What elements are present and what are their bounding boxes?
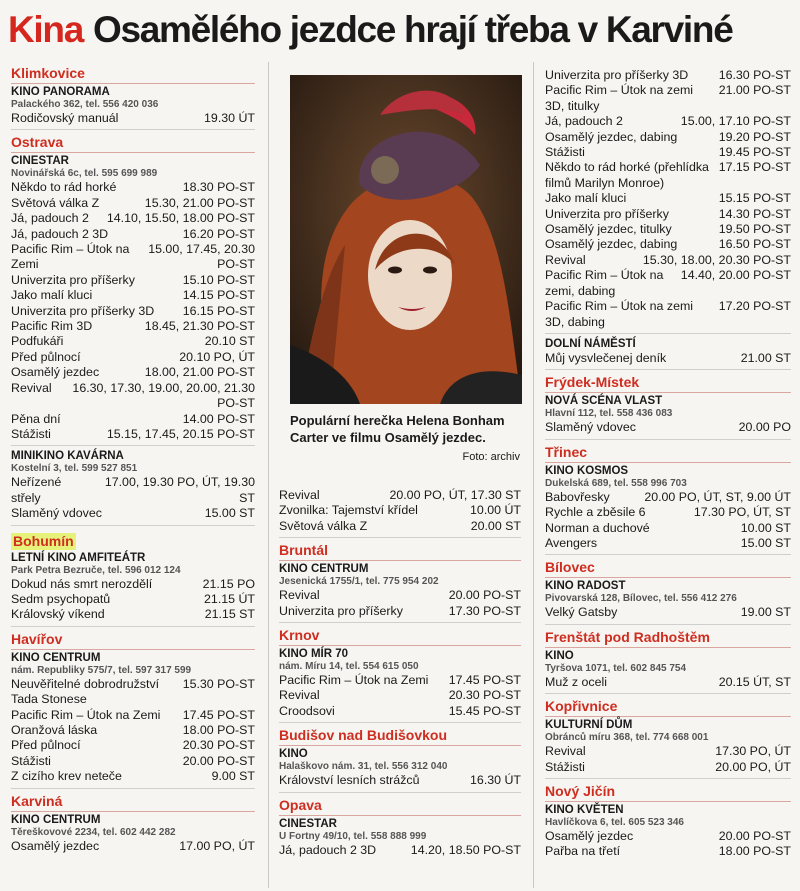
showtime-row: [279, 588, 521, 603]
showtime-row: [11, 242, 255, 273]
city-heading-wrap: [11, 134, 255, 153]
listings-column-3: [545, 68, 791, 860]
venue-name: KINO KOSMOS: [545, 464, 629, 477]
showtime: 14.00 PO-ST: [182, 411, 255, 426]
showtime: 15.30 PO-ST: [182, 676, 255, 691]
film-title: Pařba na třetí: [545, 844, 621, 859]
showtime-row: [279, 688, 521, 703]
divider: [11, 129, 255, 130]
showtime-row: [11, 754, 255, 769]
film-title: Pacific Rim – Útok na Zemi: [11, 707, 161, 722]
showtime-row: [11, 334, 255, 349]
showtime-row: [545, 237, 791, 252]
showtime-row: [11, 211, 255, 226]
showtime-row: [545, 744, 791, 759]
city-heading-wrap: [11, 793, 255, 812]
showtime: 17.20 PO-ST: [718, 299, 791, 314]
city-heading-wrap: [279, 542, 521, 561]
city-heading: Třinec: [545, 444, 791, 463]
divider: [545, 369, 791, 370]
film-title: Slaměný vdovec: [11, 506, 102, 521]
showtime-row: [11, 196, 255, 211]
venue-address: nám. Míru 14, tel. 554 615 050: [279, 661, 419, 673]
column-divider: [268, 62, 269, 888]
venue-name: KINO: [545, 649, 574, 662]
showtime: 14.10, 15.50, 18.00 PO-ST: [106, 211, 255, 226]
showtime: 21.00 ST: [740, 350, 791, 365]
film-title: Babovřesky: [545, 489, 610, 504]
venue-name: MINIKINO KAVÁRNA: [11, 450, 124, 463]
showtime: 15.00, 17.45, 20.30 PO-ST: [148, 242, 255, 272]
city-heading: Nový Jičín: [545, 783, 791, 802]
showtime-row: [11, 412, 255, 427]
film-title: Velký Gatsby: [545, 605, 618, 620]
showtime-row: [11, 319, 255, 334]
venue-name: CINESTAR: [11, 155, 69, 168]
film-title: Revival: [279, 588, 320, 603]
city-heading: Ostrava: [11, 134, 255, 153]
venue-name: NOVÁ SCÉNA VLAST: [545, 395, 663, 408]
venue-address: Hlavní 112, tel. 558 436 083: [545, 408, 673, 420]
showtime-row: [545, 490, 791, 505]
showtime-row: [11, 365, 255, 380]
venue-address: Novinářská 6c, tel. 595 699 989: [11, 168, 158, 180]
showtime-row: [545, 829, 791, 844]
city-heading: Opava: [279, 797, 521, 816]
headline: [8, 6, 798, 56]
divider: [279, 622, 521, 623]
showtime-row: [545, 299, 791, 330]
venue-address: U Fortny 49/10, tel. 558 888 999: [279, 830, 427, 842]
city-heading: Krnov: [279, 627, 521, 646]
film-title: Já, padouch 2: [545, 114, 623, 129]
film-title: Oranžová láska: [11, 722, 98, 737]
city-heading: Bohumín: [13, 532, 74, 549]
showtime: 16.20 PO-ST: [182, 226, 255, 241]
city-heading-wrap: [545, 629, 791, 648]
showtime-row: [545, 253, 791, 268]
film-title: Království lesních strážců: [279, 773, 420, 788]
film-title: Královský víkend: [11, 607, 105, 622]
showtime: 19.30 ÚT: [204, 111, 255, 125]
film-title: Revival: [545, 252, 586, 267]
showtime: 19.45 PO-ST: [718, 145, 791, 160]
city-heading-wrap: [279, 727, 521, 746]
showtime: 15.30, 18.00, 20.30 PO-ST: [642, 252, 791, 267]
film-title: Osamělý jezdec: [545, 828, 634, 843]
showtime: 9.00 ST: [211, 769, 255, 784]
showtime: 16.30 ÚT: [470, 773, 521, 788]
film-title: Revival: [279, 488, 320, 502]
film-title: Univerzita pro příšerky: [279, 603, 403, 618]
showtime: 15.10 PO-ST: [182, 272, 255, 287]
film-title: Já, padouch 2 3D: [11, 226, 109, 241]
city-heading-wrap: [545, 559, 791, 578]
showtime-row: [545, 351, 791, 366]
venue-address: Tyršova 1071, tel. 602 845 754: [545, 662, 687, 674]
divider: [11, 525, 255, 526]
venue-address: Jesenická 1755/1, tel. 775 954 202: [279, 576, 439, 588]
showtime: 15.00 ST: [204, 506, 255, 521]
photo-caption: [290, 412, 520, 466]
showtime-row: [545, 145, 791, 160]
divider: [11, 445, 255, 446]
divider: [545, 554, 791, 555]
showtime: 16.30, 17.30, 19.00, 20.00, 21.30 PO-ST: [72, 380, 255, 411]
divider: [545, 333, 791, 334]
venue-name: KINO: [279, 748, 308, 761]
venue-address: nám. Republiky 575/7, tel. 597 317 599: [11, 664, 192, 676]
film-title: Já, padouch 2: [11, 211, 89, 226]
showtime: 20.00 PO-ST: [448, 588, 521, 603]
caption-text: Populární herečka Helena Bonham Carter ve filmu Osamělý jezdec.: [290, 413, 505, 445]
showtime-row: [11, 180, 255, 195]
divider: [11, 788, 255, 789]
showtime-row: [11, 577, 255, 592]
showtime-row: [11, 381, 255, 412]
film-title: Osamělý jezdec: [11, 365, 100, 380]
showtime: 17.00, 19.30 PO, ÚT, 19.30 ST: [104, 475, 255, 505]
showtime-row: [545, 536, 791, 551]
showtime-row: [545, 68, 791, 83]
showtime: 17.30 PO, ÚT, ST: [693, 505, 791, 520]
film-title: Univerzita pro příšerky: [11, 272, 135, 287]
showtime-row: [11, 427, 255, 442]
divider: [279, 537, 521, 538]
divider: [11, 626, 255, 627]
showtime: 21.15 ÚT: [204, 591, 255, 606]
film-title: Univerzita pro příšerky: [545, 206, 669, 221]
film-title: Stážisti: [11, 426, 51, 441]
film-title: Sedm psychopatů: [11, 591, 111, 606]
headline-title: Osamělého jezdce hrají třeba v Karviné: [92, 9, 733, 50]
venue-name: KULTURNÍ DŮM: [545, 719, 633, 732]
venue-address: Park Petra Bezruče, tel. 596 012 124: [11, 564, 181, 576]
showtime: 20.30 PO-ST: [448, 688, 521, 703]
showtime: 14.40, 20.00 PO-ST: [680, 268, 791, 283]
film-title: Revival: [279, 688, 320, 703]
film-title: Muž z oceli: [545, 674, 607, 689]
film-title: Já, padouch 2 3D: [279, 842, 377, 857]
city-heading-wrap: [545, 698, 791, 717]
film-title: Pacific Rim 3D: [11, 319, 93, 334]
photo-illustration: [290, 75, 522, 404]
showtime: 16.15 PO-ST: [182, 303, 255, 318]
film-title: Pacific Rim – Útok na Zemi: [279, 673, 429, 688]
venue-name: KINO MÍR 70: [279, 648, 349, 661]
showtime-row: [11, 350, 255, 365]
showtime: 14.30 PO-ST: [718, 206, 791, 221]
film-title: Slaměný vdovec: [545, 420, 636, 435]
film-title: Pacific Rim – Útok na zemi 3D, dabing: [545, 299, 694, 329]
venue-name: KINO CENTRUM: [11, 651, 101, 664]
showtime-row: [11, 273, 255, 288]
divider: [545, 778, 791, 779]
film-title: Stážisti: [545, 145, 585, 160]
showtime-row: [545, 191, 791, 206]
showtime: 16.30 PO-ST: [718, 68, 791, 82]
film-title: Pacific Rim – Útok na Zemi: [11, 242, 130, 272]
venue-name: KINO CENTRUM: [279, 563, 369, 576]
film-title: Před půlnocí: [11, 738, 81, 753]
city-heading: Frenštát pod Radhoštěm: [545, 629, 791, 648]
film-title: Revival: [545, 744, 586, 759]
film-title: Pacific Rim – Útok na zemi, dabing: [545, 268, 664, 298]
showtime: 20.30 PO-ST: [182, 738, 255, 753]
showtime: 20.00 PO, ÚT, ST, 9.00 ÚT: [644, 489, 791, 504]
city-heading-wrap: [11, 65, 255, 84]
showtime: 15.15, 17.45, 20.15 PO-ST: [106, 426, 255, 441]
showtime: 20.10 PO, ÚT: [179, 349, 255, 364]
showtime-row: [11, 708, 255, 723]
film-title: Jako malí kluci: [545, 191, 627, 206]
showtime: 10.00 ST: [740, 520, 791, 535]
showtime-row: [545, 521, 791, 536]
venue-address: Palackého 362, tel. 556 420 036: [11, 99, 159, 110]
showtime: 17.15 PO-ST: [718, 160, 791, 175]
showtime: 20.10 ST: [204, 334, 255, 349]
showtime-row: [545, 505, 791, 520]
film-title: Pěna dní: [11, 411, 61, 426]
film-title: Dokud nás smrt nerozdělí: [11, 576, 153, 591]
city-heading: Bruntál: [279, 542, 521, 561]
city-heading: Karviná: [11, 793, 255, 812]
film-title: Norman a duchové: [545, 520, 650, 535]
venue-address: Havlíčkova 6, tel. 605 523 346: [545, 816, 684, 828]
city-heading: Havířov: [11, 631, 255, 650]
divider: [545, 693, 791, 694]
photo-credit: Foto: archiv: [462, 451, 520, 463]
city-heading-wrap: [11, 530, 255, 552]
divider: [545, 624, 791, 625]
showtime-row: [11, 506, 255, 521]
showtime-row: [545, 844, 791, 859]
showtime: 20.00 PO, ÚT, 17.30 ST: [389, 488, 521, 502]
venue-name: LETNÍ KINO AMFITEÁTR: [11, 551, 146, 564]
showtime: 20.00 PO-ST: [182, 753, 255, 768]
showtime-row: [545, 130, 791, 145]
film-title: Osamělý jezdec: [11, 838, 100, 853]
showtime: 19.20 PO-ST: [718, 129, 791, 144]
divider: [545, 439, 791, 440]
film-title: Stážisti: [545, 759, 585, 774]
showtime: 14.20, 18.50 PO-ST: [410, 842, 521, 857]
showtime-row: [545, 83, 791, 114]
film-title: Revival: [11, 380, 52, 395]
film-title: Někdo to rád horké (přehlídka filmů Marilyn Monroe): [545, 160, 709, 190]
showtime-row: [11, 723, 255, 738]
venue-name: CINESTAR: [279, 817, 337, 830]
film-title: Neřízené střely: [11, 475, 62, 505]
venue-address: Pivovarská 128, Bílovec, tel. 556 412 276: [545, 593, 737, 605]
showtime: 18.00, 21.00 PO-ST: [144, 365, 255, 380]
city-heading-wrap: [545, 374, 791, 393]
film-title: Osamělý jezdec, dabing: [545, 237, 678, 252]
showtime-row: [11, 227, 255, 242]
film-title: Můj vysvlečenej deník: [545, 350, 667, 365]
showtime-row: [545, 160, 791, 191]
showtime: 20.00 ST: [470, 518, 521, 533]
showtime: 15.45 PO-ST: [448, 703, 521, 718]
showtime-row: [545, 605, 791, 620]
showtime-row: [545, 420, 791, 435]
showtime: 20.15 ÚT, ST: [718, 674, 791, 689]
divider: [279, 722, 521, 723]
showtime-row: [11, 592, 255, 607]
showtime: 17.00 PO, ÚT: [179, 838, 255, 853]
showtime-row: [279, 604, 521, 619]
showtime-row: [279, 773, 521, 788]
venue-address: Obránců míru 368, tel. 774 668 001: [545, 732, 709, 744]
showtime: 15.00 ST: [740, 535, 791, 550]
showtime-row: [11, 475, 255, 506]
city-heading-wrap: [11, 631, 255, 650]
showtime-row: [279, 673, 521, 688]
city-heading: Kopřivnice: [545, 698, 791, 717]
city-heading-wrap: [279, 627, 521, 646]
film-title: Někdo to rád horké: [11, 180, 117, 195]
film-title: Osamělý jezdec, titulky: [545, 222, 672, 237]
showtime: 17.30 PO-ST: [448, 603, 521, 618]
showtime: 19.00 ST: [740, 605, 791, 620]
showtime: 18.00 PO-ST: [182, 722, 255, 737]
film-title: Z cizího krev neteče: [11, 769, 122, 784]
showtime-row: [545, 268, 791, 299]
film-title: Univerzita pro příšerky 3D: [545, 68, 689, 82]
film-title: Rodičovský manuál: [11, 111, 119, 125]
showtime: 21.00 PO-ST: [718, 83, 791, 98]
listings-column-2: [279, 488, 521, 858]
showtime: 18.00 PO-ST: [718, 844, 791, 859]
showtime-row: [279, 488, 521, 503]
showtime: 16.50 PO-ST: [718, 237, 791, 252]
showtime: 14.15 PO-ST: [182, 288, 255, 303]
film-title: Croodsovi: [279, 703, 335, 718]
showtime-row: [11, 288, 255, 303]
showtime: 21.15 ST: [204, 607, 255, 622]
film-title: Podfukáři: [11, 334, 64, 349]
photo-helena-bonham-carter: [290, 75, 522, 404]
city-heading-wrap: [279, 797, 521, 816]
showtime-row: [545, 675, 791, 690]
venue-name: DOLNÍ NÁMĚSTÍ: [545, 337, 636, 350]
venue-name: KINO RADOST: [545, 580, 626, 593]
showtime-row: [545, 207, 791, 222]
film-title: Pacific Rim – Útok na zemi 3D, titulky: [545, 83, 694, 113]
showtime: 10.00 ÚT: [470, 503, 521, 518]
film-title: Rychle a zběsile 6: [545, 505, 646, 520]
city-heading: Klimkovice: [11, 65, 255, 84]
divider: [279, 792, 521, 793]
showtime-row: [11, 111, 255, 126]
city-heading: Frýdek-Místek: [545, 374, 791, 393]
film-title: Před půlnocí: [11, 349, 81, 364]
venue-address: Dukelská 689, tel. 558 996 703: [545, 477, 687, 489]
showtime: 20.00 PO-ST: [718, 828, 791, 843]
showtime-row: [11, 769, 255, 784]
showtime-row: [11, 304, 255, 319]
showtime: 15.15 PO-ST: [718, 191, 791, 206]
showtime: 17.30 PO, ÚT: [715, 744, 791, 759]
city-heading-wrap: [545, 444, 791, 463]
showtime: 21.15 PO: [202, 576, 255, 591]
showtime: 15.00, 17.10 PO-ST: [680, 114, 791, 129]
film-title: Světová válka Z: [11, 195, 100, 210]
film-title: Stážisti: [11, 753, 51, 768]
film-title: Univerzita pro příšerky 3D: [11, 303, 155, 318]
showtime-row: [545, 760, 791, 775]
film-title: Zvonilka: Tajemství křídel: [279, 503, 418, 518]
showtime: 17.45 PO-ST: [448, 673, 521, 688]
film-title: Neuvěřitelné dobrodružství Tada Stonese: [11, 676, 160, 707]
showtime: 17.45 PO-ST: [182, 707, 255, 722]
city-heading-wrap: [545, 783, 791, 802]
column-divider: [533, 62, 534, 888]
city-heading: Budišov nad Budišovkou: [279, 727, 521, 746]
showtime-row: [545, 222, 791, 237]
venue-address: Těreškovové 2234, tel. 602 442 282: [11, 826, 176, 838]
showtime-row: [279, 503, 521, 518]
film-title: Světová válka Z: [279, 518, 368, 533]
showtime: 15.30, 21.00 PO-ST: [144, 195, 255, 210]
venue-name: KINO PANORAMA: [11, 86, 110, 98]
showtime: 18.30 PO-ST: [182, 180, 255, 195]
showtime: 19.50 PO-ST: [718, 222, 791, 237]
venue-name: KINO KVĚTEN: [545, 803, 624, 816]
film-title: Jako malí kluci: [11, 288, 93, 303]
headline-kicker: Kina: [8, 9, 83, 50]
showtime: 18.45, 21.30 PO-ST: [144, 319, 255, 334]
listings-column-1: [11, 62, 255, 854]
showtime-row: [11, 607, 255, 622]
showtime-row: [279, 519, 521, 534]
venue-name: KINO CENTRUM: [11, 813, 101, 826]
film-title: Osamělý jezdec, dabing: [545, 129, 678, 144]
venue-address: Kostelní 3, tel. 599 527 851: [11, 463, 138, 475]
showtime-row: [545, 114, 791, 129]
showtime-row: [279, 843, 521, 858]
showtime: 20.00 PO: [738, 420, 791, 435]
showtime-row: [11, 839, 255, 854]
showtime-row: [11, 677, 255, 708]
showtime-row: [279, 704, 521, 719]
venue-address: Halaškovo nám. 31, tel. 556 312 040: [279, 761, 448, 773]
film-title: Avengers: [545, 535, 598, 550]
showtime: 20.00 PO, ÚT: [715, 759, 791, 774]
city-heading: Bílovec: [545, 559, 791, 578]
showtime-row: [11, 738, 255, 753]
